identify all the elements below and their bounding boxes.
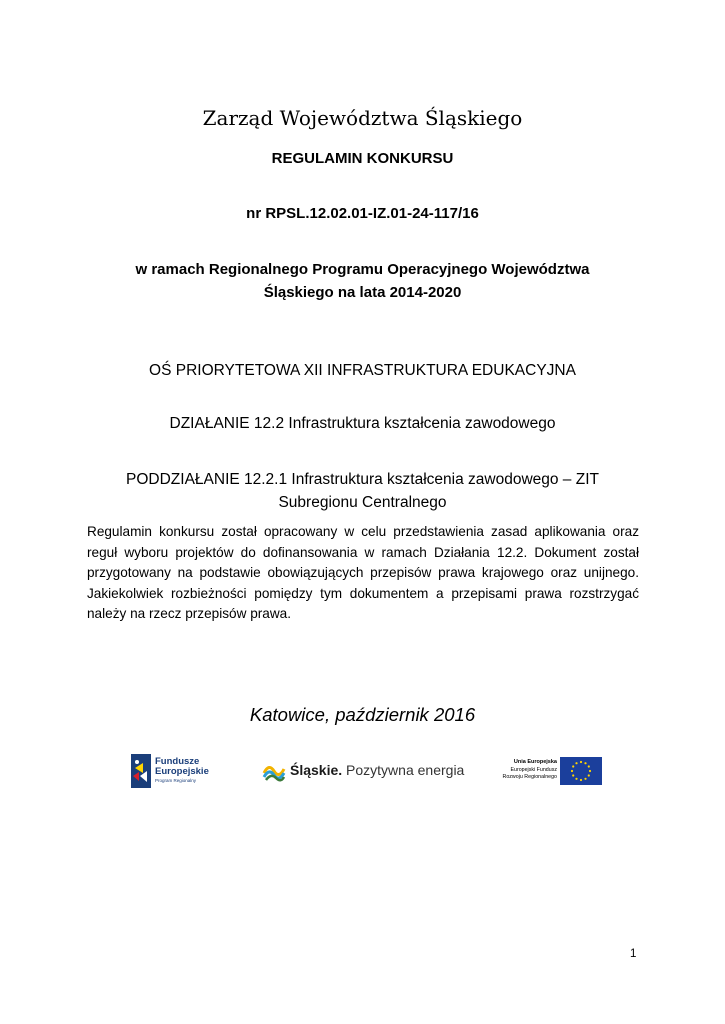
eu-star-icon <box>580 761 582 763</box>
submeasure <box>0 468 725 514</box>
eu-star-icon <box>575 762 577 764</box>
submeasure-line2: Subregionu Centralnego <box>278 494 447 511</box>
eu-star-icon <box>588 765 590 767</box>
fe-text-line2: Europejskie <box>155 766 209 777</box>
document-type: REGULAMIN KONKURSU <box>271 150 454 167</box>
slaskie-name: Śląskie. <box>290 762 343 778</box>
eu-star-icon <box>588 774 590 776</box>
eu-star-icon <box>572 774 574 776</box>
place-and-date: Katowice, październik 2016 <box>249 704 476 725</box>
eu-star-icon <box>572 765 574 767</box>
submeasure-line1: PODDZIAŁANIE 12.2.1 Infrastruktura kształcenia zawodowego – ZIT <box>126 471 599 488</box>
issuer-title: Zarząd Województwa Śląskiego <box>202 106 523 130</box>
slaskie-logo <box>262 757 465 787</box>
priority-axis: OŚ PRIORYTETOWA XII INFRASTRUKTURA EDUKACYJNA <box>149 362 576 379</box>
eu-star-icon <box>571 770 573 772</box>
fe-text-line3: Program Regionalny <box>155 778 197 783</box>
slaskie-tagline: Pozytywna energia <box>346 762 465 778</box>
eu-star-icon <box>584 778 586 780</box>
program-name-line1: w ramach Regionalnego Programu Operacyjnego Województwa <box>135 261 590 278</box>
slaskie-wave-icon <box>262 759 286 783</box>
intro-paragraph: Regulamin konkursu został opracowany w celu przedstawienia zasad aplikowania oraz reguł wyboru projektów do dofinansowania w ramach Działania 12.2. Dokument został przygotowany na podstawie obowiązujących przepisów prawa krajowego oraz unijnego. Jakiekolwiek rozbieżności pomiędzy tym dokumentem a przepisami prawa rozstrzygać należy na rzecz przepisów prawa. <box>87 524 639 621</box>
eu-flag-icon <box>560 757 602 785</box>
fe-text-line1: Fundusze <box>155 756 200 767</box>
eu-text-line3: Rozwoju Regionalnego <box>502 774 557 780</box>
eu-star-icon <box>580 779 582 781</box>
document-number: nr RPSL.12.02.01-IZ.01-24-117/16 <box>246 205 479 222</box>
eu-text-line2: Europejski Fundusz <box>510 767 557 773</box>
eu-star-icon <box>584 762 586 764</box>
eu-star-icon <box>589 770 591 772</box>
fundusze-europejskie-logo <box>131 752 231 792</box>
page-number: 1 <box>630 948 637 960</box>
fe-star-icon <box>131 754 151 788</box>
measure: DZIAŁANIE 12.2 Infrastruktura kształcenia zawodowego <box>169 415 556 432</box>
slaskie-text <box>290 762 464 778</box>
program-name-line2: Śląskiego na lata 2014-2020 <box>263 284 462 301</box>
eu-star-icon <box>575 778 577 780</box>
eu-logo <box>502 757 605 787</box>
eu-text-line1: Unia Europejska <box>513 759 557 765</box>
program-name <box>0 258 725 304</box>
